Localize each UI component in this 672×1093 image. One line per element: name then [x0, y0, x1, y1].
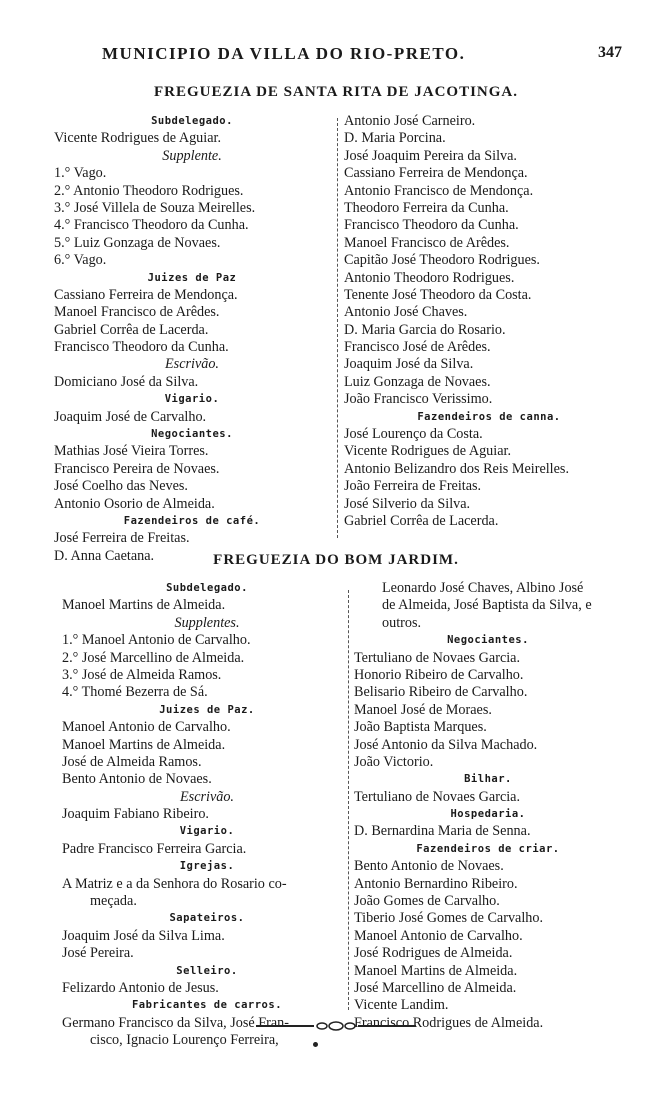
list-item: João Baptista Marques.	[354, 719, 487, 736]
list-item: Francisco José de Arêdes.	[344, 339, 491, 356]
list-item: Luiz Gonzaga de Novaes.	[344, 373, 491, 390]
list-item: Tenente José Theodoro da Costa.	[344, 286, 532, 303]
list-item: 2.° José Marcellino de Almeida.	[62, 649, 245, 666]
list-item: Joaquim José da Silva.	[344, 356, 474, 373]
list-item: D. Bernardina Maria de Senna.	[354, 823, 531, 840]
list-item: Antonio José Chaves.	[344, 304, 468, 321]
section-title-santa-rita: FREGUEZIA DE SANTA RITA DE JACOTINGA.	[153, 84, 518, 100]
category-heading: Vigario.	[179, 825, 235, 838]
list-item: Germano Francisco da Silva, José Fran-	[62, 1014, 289, 1031]
ornament-dot-icon	[313, 1042, 318, 1047]
list-item: Antonio Osorio de Almeida.	[54, 495, 215, 512]
list-item: Mathias José Vieira Torres.	[54, 443, 209, 460]
list-item: Manoel José de Moraes.	[354, 701, 492, 718]
category-heading: Subdelegado.	[151, 115, 233, 127]
list-item: Cassiano Ferreira de Mendonça.	[54, 286, 238, 303]
list-item: D. Maria Porcina.	[344, 130, 446, 147]
category-heading: Negociantes.	[151, 428, 233, 441]
list-item: Vicente Rodrigues de Aguiar.	[54, 130, 221, 147]
list-item: Felizardo Antonio de Jesus.	[62, 979, 219, 996]
category-heading: Fazendeiros de criar.	[416, 842, 560, 855]
category-heading: Igrejas.	[179, 860, 235, 873]
list-item: José de Almeida Ramos.	[62, 753, 202, 770]
list-item: Manoel Antonio de Carvalho.	[354, 927, 523, 944]
list-item: Vicente Landim.	[354, 997, 449, 1014]
column-divider	[337, 118, 338, 538]
list-item: José Silverio da Silva.	[344, 495, 471, 512]
category-heading: Juizes de Paz	[147, 271, 237, 284]
list-item: Manoel Francisco de Arêdes.	[54, 304, 220, 321]
category-heading: Selleiro.	[176, 964, 238, 977]
list-item: 6.° Vago.	[54, 252, 107, 269]
list-item: Cassiano Ferreira de Mendonça.	[344, 165, 528, 182]
column-divider	[348, 590, 349, 1010]
list-item: Manoel Martins de Almeida.	[62, 597, 226, 614]
list-item: 3.° José Villela de Souza Meirelles.	[54, 199, 256, 216]
list-item: Tiberio José Gomes de Carvalho.	[354, 910, 544, 927]
list-item: meçada.	[90, 893, 137, 910]
list-item: José Rodrigues de Almeida.	[354, 945, 513, 962]
list-item: José Pereira.	[62, 945, 134, 962]
list-item: 5.° Luiz Gonzaga de Novaes.	[54, 234, 221, 251]
category-heading: Supplentes.	[174, 614, 240, 631]
list-item: Tertuliano de Novaes Garcia.	[354, 649, 521, 666]
page-title: MUNICIPIO DA VILLA DO RIO-PRETO.	[102, 44, 466, 63]
category-heading: Supplente.	[162, 147, 222, 164]
ornament-rule-icon	[256, 1016, 416, 1036]
category-heading: Vigario.	[164, 393, 220, 406]
page-header	[0, 44, 672, 68]
list-item: Vicente Rodrigues de Aguiar.	[344, 443, 511, 460]
section2-right-column	[354, 580, 622, 1032]
list-item: Joaquim Fabiano Ribeiro.	[62, 806, 209, 823]
list-item: D. Maria Garcia do Rosario.	[344, 321, 506, 338]
category-heading: Juizes de Paz.	[159, 703, 255, 716]
list-item: Francisco Theodoro da Cunha.	[344, 217, 519, 234]
list-item: José Coelho das Neves.	[54, 478, 188, 495]
list-item: Leonardo José Chaves, Albino José	[382, 580, 584, 596]
list-item: D. Anna Caetana.	[54, 547, 155, 564]
list-item: 4.° Thomé Bezerra de Sá.	[62, 684, 208, 701]
list-item: João Gomes de Carvalho.	[354, 893, 500, 910]
list-item: Capitão José Theodoro Rodrigues.	[344, 252, 540, 269]
list-item: Padre Francisco Ferreira Garcia.	[62, 840, 247, 857]
list-item: Bento Antonio de Novaes.	[62, 771, 212, 788]
list-item: Francisco Theodoro da Cunha.	[54, 339, 229, 356]
list-item: de Almeida, José Baptista da Silva, e	[382, 597, 592, 614]
list-item: 3.° José de Almeida Ramos.	[62, 666, 222, 683]
page-number: 347	[598, 44, 622, 61]
category-heading: Subdelegado.	[166, 582, 248, 594]
category-heading: Hospedaria.	[450, 808, 526, 821]
section1-right-column	[344, 113, 634, 530]
list-item: José Marcellino de Almeida.	[354, 979, 517, 996]
list-item: Manoel Martins de Almeida.	[62, 736, 226, 753]
category-heading: Sapateiros.	[169, 912, 245, 925]
list-item: Bento Antonio de Novaes.	[354, 858, 504, 875]
list-item: João Francisco Verissimo.	[344, 391, 493, 408]
category-heading: Bilhar.	[464, 773, 512, 786]
list-item: Theodoro Ferreira da Cunha.	[344, 199, 509, 216]
list-item: Manoel Antonio de Carvalho.	[62, 719, 231, 736]
list-item: 1.° Manoel Antonio de Carvalho.	[62, 632, 251, 649]
category-heading: Fazendeiros de canna.	[417, 410, 561, 423]
list-item: Francisco Pereira de Novaes.	[54, 460, 220, 477]
list-item: Gabriel Corrêa de Lacerda.	[344, 512, 499, 529]
category-heading: Fazendeiros de café.	[123, 514, 261, 527]
category-heading: Escrivão.	[165, 356, 219, 373]
list-item: Domiciano José da Silva.	[54, 373, 199, 390]
list-item: Antonio José Carneiro.	[344, 113, 476, 129]
section2-left-column	[62, 580, 352, 1050]
list-item: 4.° Francisco Theodoro da Cunha.	[54, 217, 249, 234]
list-item: outros.	[382, 614, 422, 631]
category-heading: Escrivão.	[180, 788, 234, 805]
list-item: Belisario Ribeiro de Carvalho.	[354, 684, 528, 701]
list-item: Tertuliano de Novaes Garcia.	[354, 788, 521, 805]
section-title-bom-jardim: FREGUEZIA DO BOM JARDIM.	[213, 552, 459, 568]
list-item: Antonio Theodoro Rodrigues.	[344, 269, 515, 286]
list-item: 1.° Vago.	[54, 165, 107, 182]
list-item: Gabriel Corrêa de Lacerda.	[54, 321, 209, 338]
list-item: Francisco Rodrigues de Almeida.	[354, 1014, 544, 1031]
list-item: Joaquim José de Carvalho.	[54, 408, 207, 425]
list-item: A Matriz e a da Senhora do Rosario co-	[62, 875, 287, 892]
list-item: Manoel Francisco de Arêdes.	[344, 234, 510, 251]
list-item: João Ferreira de Freitas.	[344, 478, 482, 495]
list-item: cisco, Ignacio Lourenço Ferreira,	[90, 1032, 279, 1049]
list-item: José Ferreira de Freitas.	[54, 530, 190, 547]
list-item: 2.° Antonio Theodoro Rodrigues.	[54, 182, 244, 199]
list-item: Manoel Martins de Almeida.	[354, 962, 518, 979]
section1-left-column	[54, 113, 330, 565]
list-item: Honorio Ribeiro de Carvalho.	[354, 666, 524, 683]
category-heading: Negociantes.	[447, 634, 529, 647]
list-item: Antonio Belizandro dos Reis Meirelles.	[344, 460, 569, 477]
list-item: Antonio Francisco de Mendonça.	[344, 182, 534, 199]
list-item: Antonio Bernardino Ribeiro.	[354, 875, 518, 892]
list-item: José Antonio da Silva Machado.	[354, 736, 538, 753]
list-item: José Joaquim Pereira da Silva.	[344, 147, 517, 164]
category-heading: Fabricantes de carros.	[131, 999, 283, 1012]
list-item: João Victorio.	[354, 753, 434, 770]
list-item: José Lourenço da Costa.	[344, 426, 483, 443]
list-item: Joaquim José da Silva Lima.	[62, 927, 225, 944]
